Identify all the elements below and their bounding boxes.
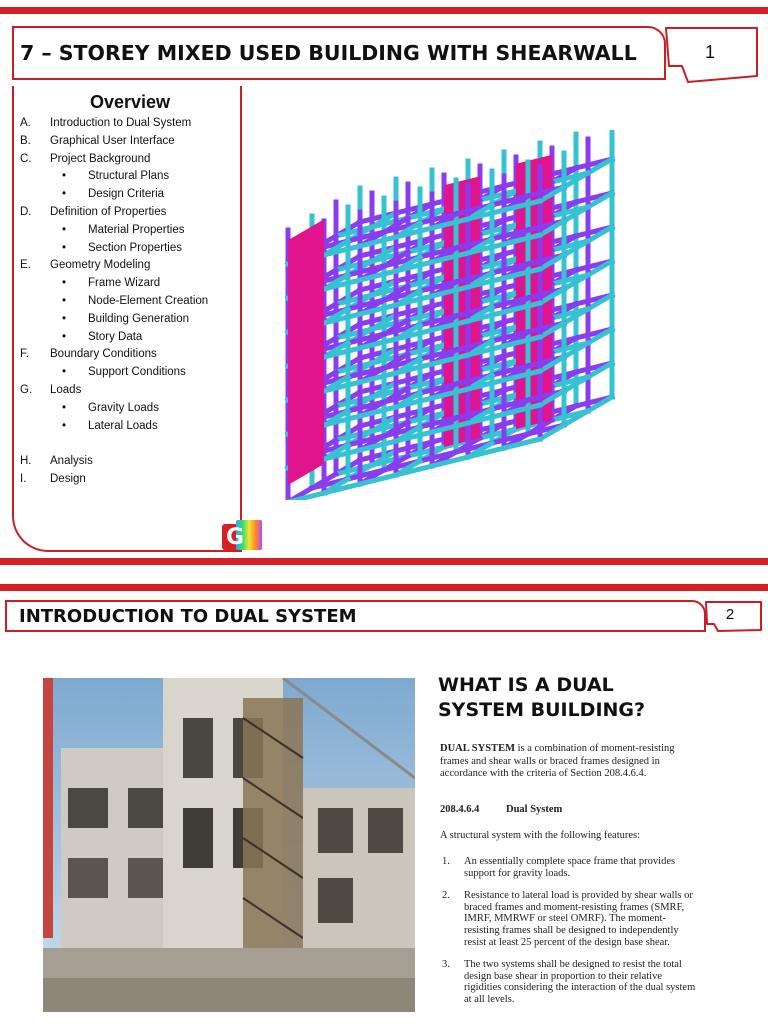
slide1-title: 7 – STOREY MIXED USED BUILDING WITH SHEARWALL xyxy=(20,41,637,65)
feature-line: design base shear in proportion to their relative xyxy=(464,970,662,982)
overview-subitem-bullet: • xyxy=(62,277,67,290)
feature-line: braced frames and moment-resisting frames (SMRF, xyxy=(464,901,685,913)
slide1-number: 1 xyxy=(704,42,715,62)
overview-item-label: Geometry Modeling xyxy=(50,259,151,272)
overview-subitem-bullet: • xyxy=(62,312,67,325)
overview-subitem-label: Story Data xyxy=(88,330,143,343)
shear-wall xyxy=(288,219,324,485)
slide2-title: INTRODUCTION TO DUAL SYSTEM xyxy=(19,605,357,627)
overview-subitem-bullet: • xyxy=(62,330,67,343)
overview-subitem-bullet: • xyxy=(62,419,67,432)
dual-system-heading-line2: SYSTEM BUILDING? xyxy=(438,699,646,721)
feature-line: resist at least 25 percent of the design base shear. xyxy=(464,936,670,948)
overview-subitem-label: Material Properties xyxy=(88,223,185,236)
feature-number: 1. xyxy=(442,856,450,867)
dual-system-heading xyxy=(438,673,738,723)
overview-subitem-label: Node-Element Creation xyxy=(88,295,209,307)
app-logo-letter: G xyxy=(226,525,245,550)
feature-line: Resistance to lateral load is provided by shear walls or xyxy=(464,890,693,902)
app-logo xyxy=(222,520,264,552)
overview-subitem-label: Lateral Loads xyxy=(88,419,158,432)
overview-item-letter: G. xyxy=(20,384,33,396)
slide1-bottom-bar xyxy=(0,558,768,565)
section-header xyxy=(440,804,563,815)
slide2-number: 2 xyxy=(725,606,735,623)
overview-subitem-label: Gravity Loads xyxy=(88,401,159,414)
overview-subitem-label: Section Properties xyxy=(88,241,182,254)
feature-line: support for gravity loads. xyxy=(464,867,571,879)
overview-item-label: Project Background xyxy=(50,152,151,165)
definition-term: DUAL SYSTEM xyxy=(440,743,515,754)
definition-rest: is a combination of moment-resisting xyxy=(514,743,675,754)
slide2-top-bar xyxy=(0,584,768,591)
section-number: 208.4.6.4 xyxy=(440,804,480,815)
overview-subitem-bullet: • xyxy=(62,241,67,254)
building-3d-model xyxy=(278,130,720,500)
overview-item-letter: A. xyxy=(20,117,31,129)
overview-subitem-label: Support Conditions xyxy=(88,366,186,379)
dual-system-definition xyxy=(440,743,740,781)
slide1-title-box xyxy=(12,26,666,80)
overview-item-letter: F. xyxy=(20,348,29,361)
feature-number: 2. xyxy=(442,890,450,902)
definition-line2: frames and shear walls or braced frames designed in xyxy=(440,755,660,767)
overview-subitem-bullet: • xyxy=(62,170,67,183)
feature-line: An essentially complete space frame that provides xyxy=(464,856,676,867)
overview-item-letter: E. xyxy=(20,259,31,272)
overview-item-letter: I. xyxy=(20,473,27,486)
construction-photo xyxy=(43,678,415,1012)
overview-item-label: Design xyxy=(50,473,86,486)
feature-line: at all levels. xyxy=(464,994,515,1005)
overview-subitem-bullet: • xyxy=(62,223,67,236)
definition-line3: accordance with the criteria of Section 208.4.6.4. xyxy=(440,768,647,779)
dual-system-heading-line1: WHAT IS A DUAL xyxy=(438,674,614,696)
feature-number: 3. xyxy=(442,959,450,971)
overview-item-letter: C. xyxy=(20,152,32,165)
slide1-top-bar xyxy=(0,7,768,14)
feature-line: IMRF, MMRWF or steel OMRF). The moment- xyxy=(464,913,666,925)
feature-line: The two systems shall be designed to resist the total xyxy=(464,959,682,971)
overview-item-letter: H. xyxy=(20,455,32,468)
overview-item-letter: B. xyxy=(20,134,31,147)
overview-subitem-label: Design Criteria xyxy=(88,188,165,201)
overview-subitem-label: Building Generation xyxy=(88,312,190,325)
overview-item-label: Analysis xyxy=(50,455,93,468)
overview-item-label: Graphical User Interface xyxy=(50,134,175,147)
section-title: Dual System xyxy=(506,804,563,815)
overview-subitem-bullet: • xyxy=(62,366,67,379)
overview-subitem-label: Frame Wizard xyxy=(88,277,161,290)
overview-item-label: Boundary Conditions xyxy=(50,348,157,361)
overview-subitem-bullet: • xyxy=(62,188,67,201)
overview-subitem-bullet: • xyxy=(62,401,67,414)
overview-subitem-bullet: • xyxy=(62,295,67,307)
overview-title: Overview xyxy=(89,92,171,112)
overview-item-label: Introduction to Dual System xyxy=(50,117,192,129)
section-intro: A structural system with the following features: xyxy=(440,830,641,841)
overview-item-label: Definition of Properties xyxy=(50,206,167,218)
overview-item-label: Loads xyxy=(50,384,82,396)
feature-line: resisting frames shall be designed to independently xyxy=(464,925,679,936)
overview-item-letter: D. xyxy=(20,206,32,218)
overview-subitem-label: Structural Plans xyxy=(88,170,170,183)
feature-line: rigidities considering the interaction of the dual system xyxy=(464,982,696,994)
slide2-title-box xyxy=(5,600,706,632)
